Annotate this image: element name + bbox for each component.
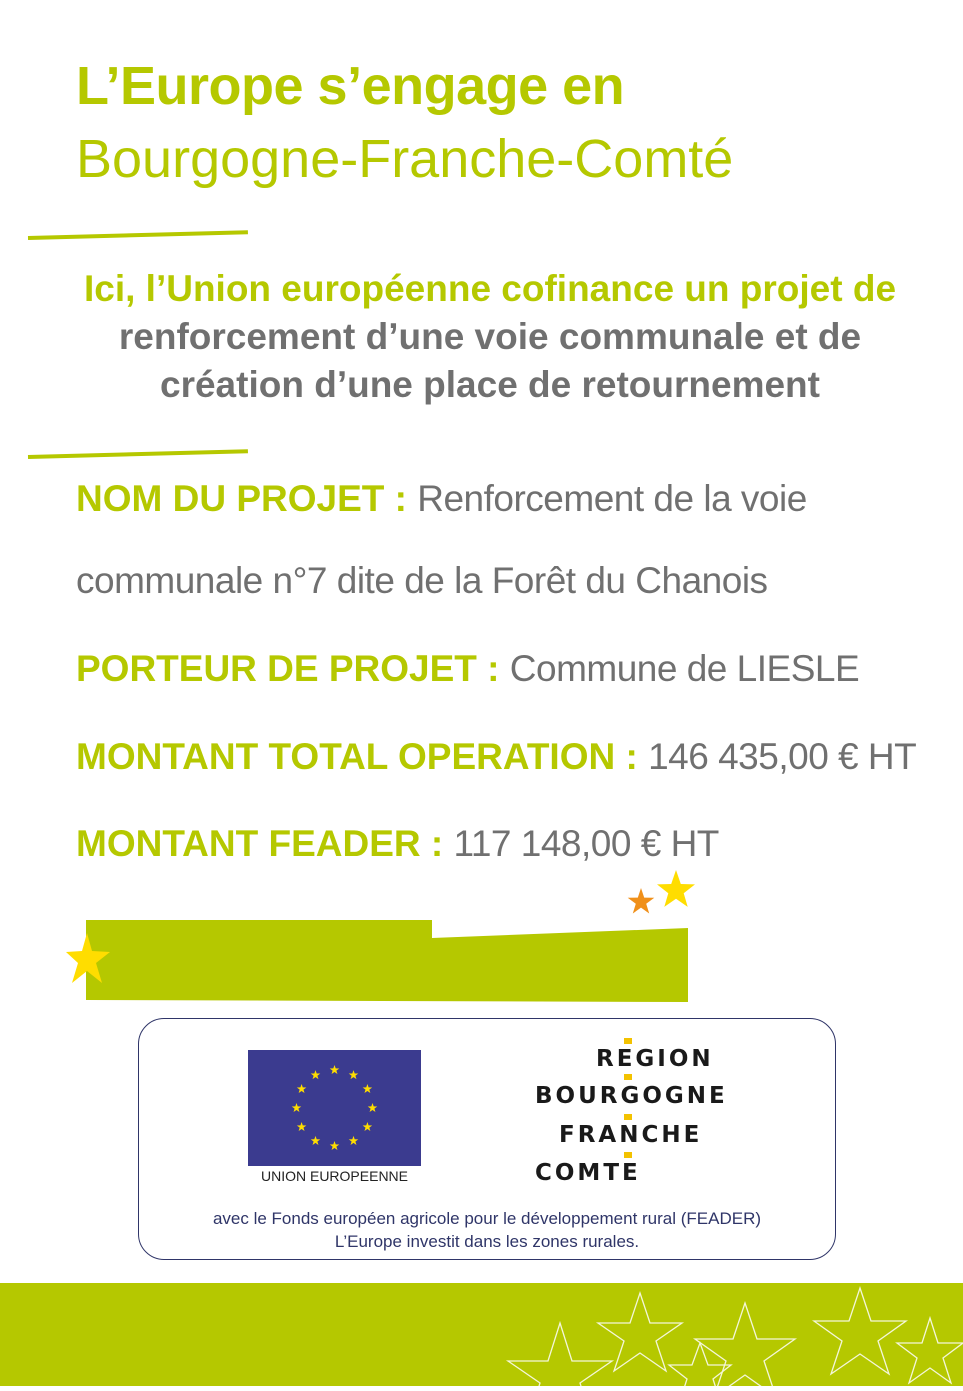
eu-star-icon xyxy=(330,1065,340,1074)
eu-star-icon xyxy=(349,1070,359,1079)
divider-top xyxy=(28,230,248,240)
region-line-4: COMTE xyxy=(535,1160,641,1186)
page-title-line1: L’Europe s’engage en xyxy=(76,56,625,116)
yellow-star-icon xyxy=(657,870,695,907)
eu-star-icon xyxy=(292,1103,302,1112)
project-name-row-2 xyxy=(76,560,768,602)
feader-amount-value: 117 148,00 € HT xyxy=(453,823,719,864)
feader-caption-line2: L’Europe investit dans les zones rurales. xyxy=(334,1232,640,1251)
eu-star-icon xyxy=(311,1070,321,1079)
footer-band xyxy=(0,1283,963,1386)
region-logo-accent-bars xyxy=(622,1038,636,1188)
subtitle xyxy=(40,265,940,409)
eu-star-icon xyxy=(368,1103,378,1112)
project-name-row xyxy=(76,478,807,520)
eu-stars-icon xyxy=(248,1050,421,1166)
eu-label: UNION EUROPEENNE xyxy=(260,1168,409,1184)
eu-star-icon xyxy=(311,1136,321,1145)
total-amount-value: 146 435,00 € HT xyxy=(648,736,917,777)
project-name-value-line2: communale n°7 dite de la Forêt du Chanois xyxy=(76,560,768,601)
eu-flag xyxy=(248,1050,421,1166)
eu-star-icon xyxy=(297,1122,307,1131)
eu-star-icon xyxy=(363,1084,373,1093)
total-amount-row xyxy=(76,736,916,778)
decorative-stars xyxy=(625,868,695,920)
orange-star-icon xyxy=(628,888,655,914)
eu-star-icon xyxy=(363,1122,373,1131)
divider-middle xyxy=(28,449,248,459)
feader-amount-label: MONTANT FEADER : xyxy=(76,823,454,864)
project-name-label: NOM DU PROJET : xyxy=(76,478,418,519)
subtitle-line3: création d’une place de retournement xyxy=(160,364,820,405)
page-title-line2: Bourgogne-Franche-Comté xyxy=(76,129,734,189)
eu-star-icon xyxy=(297,1084,307,1093)
project-holder-value: Commune de LIESLE xyxy=(509,648,860,689)
project-holder-row xyxy=(76,648,859,690)
project-holder-label: PORTEUR DE PROJET : xyxy=(76,648,510,689)
eu-star-icon xyxy=(330,1141,340,1150)
region-line-3: FRANCHE xyxy=(559,1122,703,1148)
total-amount-label: MONTANT TOTAL OPERATION : xyxy=(76,736,649,777)
green-banner xyxy=(86,920,690,1002)
subtitle-line2: renforcement d’une voie communale et de xyxy=(118,316,862,357)
footer-star-outlines-icon xyxy=(0,1283,963,1386)
project-name-value-line1: Renforcement de la voie xyxy=(417,478,807,519)
eu-star-icon xyxy=(349,1136,359,1145)
region-line-1: REGION xyxy=(596,1046,714,1072)
feader-amount-row xyxy=(76,823,719,865)
subtitle-line1: Ici, l’Union européenne cofinance un projet de xyxy=(83,268,897,309)
banner-star-icon xyxy=(66,933,112,987)
feader-caption-line1: avec le Fonds européen agricole pour le développement rural (FEADER) xyxy=(212,1209,762,1228)
region-line-2: BOURGOGNE xyxy=(535,1083,728,1109)
